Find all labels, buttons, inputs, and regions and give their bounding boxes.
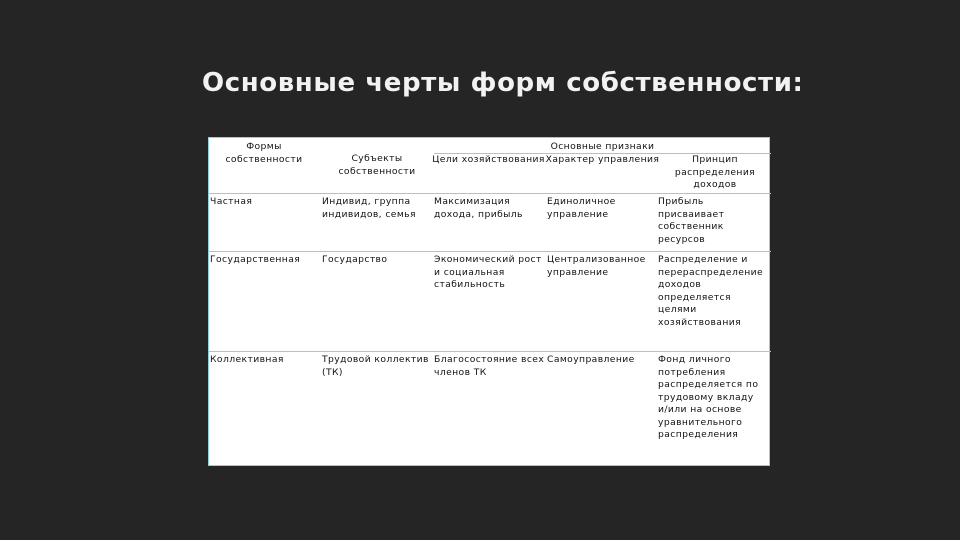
slide-title: Основные черты форм собственности: — [202, 68, 804, 98]
cell-goals: Благосостояние всех членов ТК — [434, 354, 545, 378]
cell-goals: Максимизация дохода, прибыль — [434, 196, 523, 220]
header-subjects: Субъекты собственности — [338, 153, 416, 177]
row-divider — [209, 193, 771, 194]
cell-subjects: Индивид, группа индивидов, семья — [322, 196, 416, 220]
cell-management: Единоличное управление — [547, 196, 616, 220]
header-management: Характер управления — [545, 154, 660, 165]
cell-subjects: Трудовой коллектив (ТК) — [322, 354, 429, 378]
header-forms: Формы собственности — [225, 141, 303, 165]
header-principle: Принцип распределения доходов — [674, 154, 756, 190]
cell-form: Государственная — [210, 254, 301, 265]
cell-principle: Прибыль присваивает собственник ресурсов — [658, 196, 725, 245]
header-goals: Цели хозяйствования — [432, 154, 545, 165]
row-divider — [209, 351, 771, 352]
cell-form: Коллективная — [210, 354, 284, 365]
cell-form: Частная — [210, 196, 253, 207]
row-divider — [209, 251, 771, 252]
cell-management: Централизованное управление — [547, 254, 646, 278]
cell-principle: Распределение и перераспределение доходов определяется целями хозяйствования — [658, 254, 764, 328]
header-main-features: Основные признаки — [550, 141, 655, 152]
cell-principle: Фонд личного потребления распределяется по трудовому вкладу и/или на основе уравнительного распределения — [658, 354, 759, 440]
ownership-table — [208, 137, 770, 466]
cell-goals: Экономический рост и социальная стабильность — [434, 254, 542, 290]
cell-management: Самоуправление — [547, 354, 635, 365]
cell-subjects: Государство — [322, 254, 388, 265]
